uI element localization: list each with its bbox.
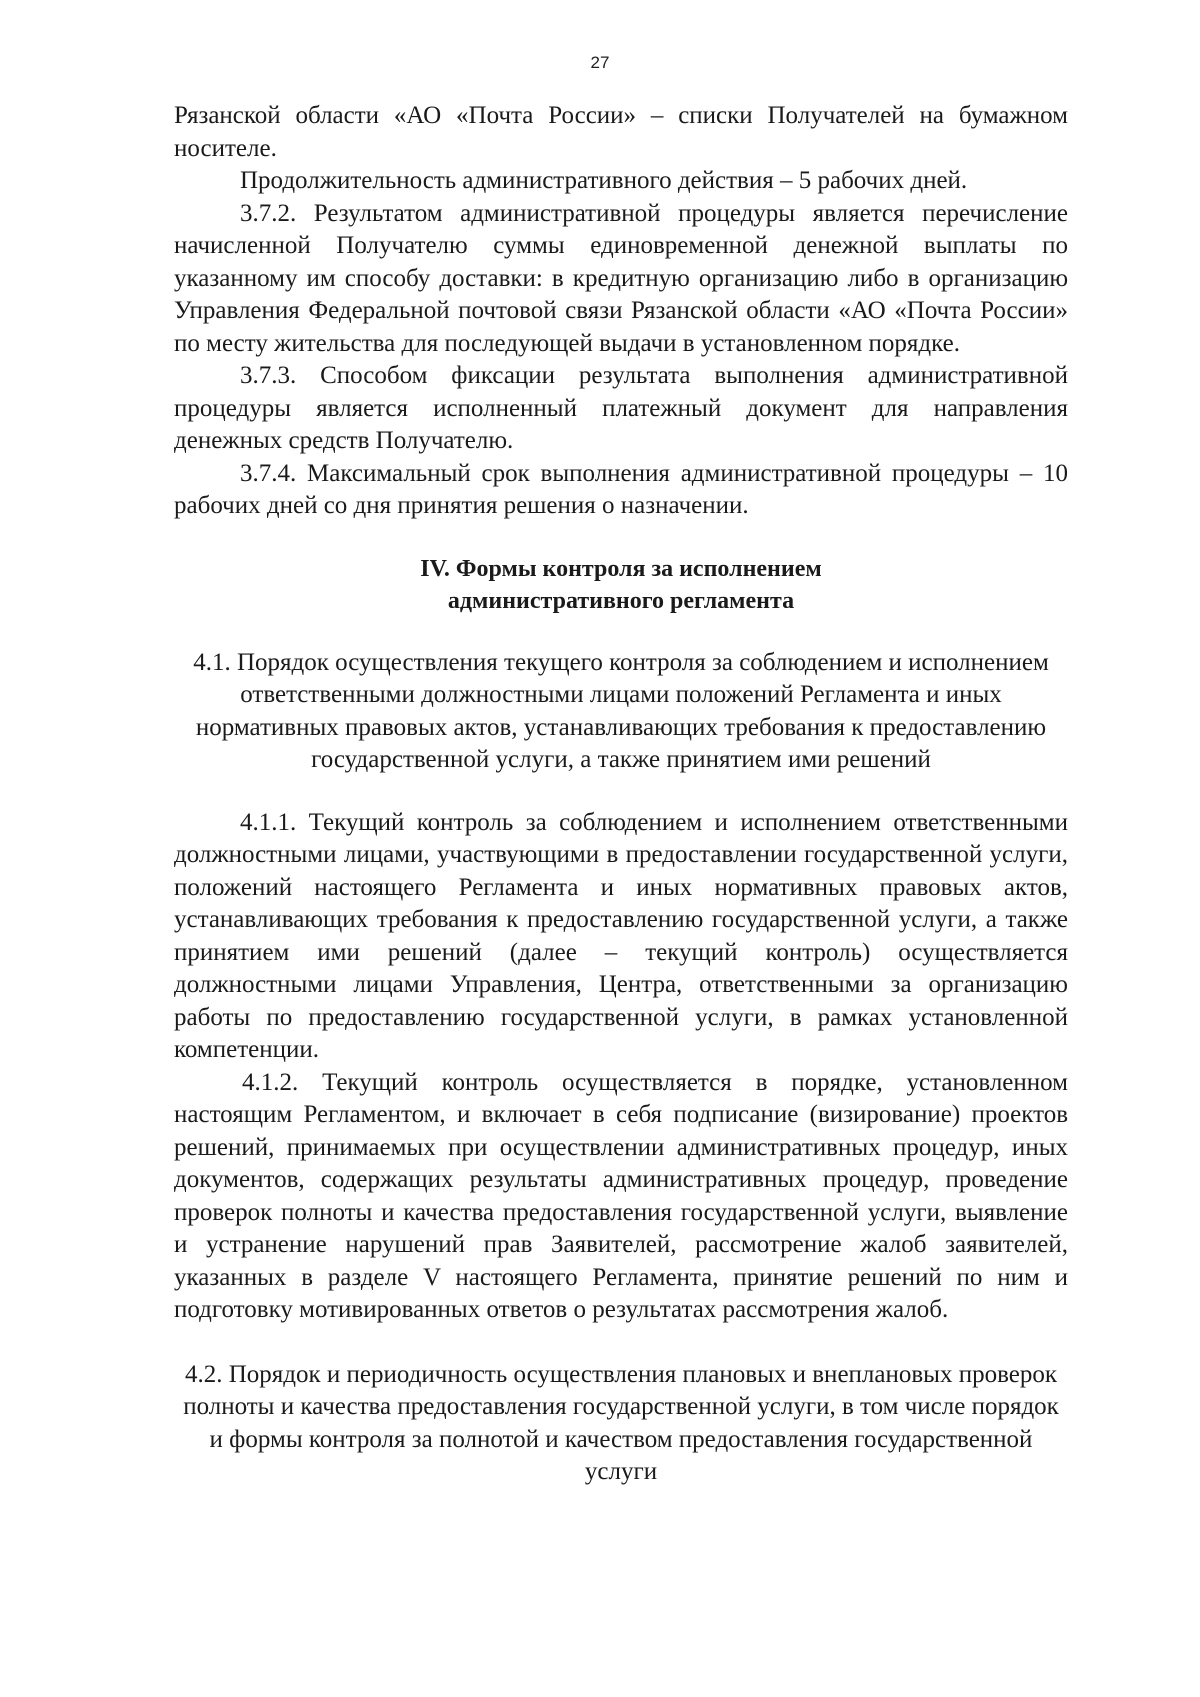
paragraph-3-7-4: 3.7.4. Максимальный срок выполнения административной процедуры – 10 рабочих дней со дня принятия решения о назначении. — [174, 459, 1068, 519]
paragraph-3-7-2: 3.7.2. Результатом административной процедуры является перечисление начисленной Получателю суммы единовременной денежной выплаты по указанному им способу доставки: в кредитную организацию либо в организацию Управления Федеральной почтовой связи Рязанской области «АО «Почта России» по месту жительства для последующей выдачи в установленном порядке. — [174, 199, 1068, 357]
paragraph-4-1-1: 4.1.1. Текущий контроль за соблюдением и исполнением ответственными должностными лицами, участвующими в предоставлении государственной услуги, положений настоящего Регламента и иных нормативных правовых актов, устанавливающих требования к предоставлению государственной услуги, а также принятием ими решений (далее – текущий контроль) осуществляется должностными лицами Управления, Центра, ответственными за организацию работы по предоставлению государственной услуги, в рамках установленной компетенции. — [174, 808, 1068, 1063]
paragraph-duration: Продолжительность административного действия – 5 рабочих дней. — [240, 167, 968, 194]
section-4-title-line-2: административного регламента — [447, 587, 795, 614]
paragraph-3-7-3: 3.7.3. Способом фиксации результата выполнения административной процедуры является исполненный платежный документ для направления денежных средств Получателю. — [174, 362, 1068, 454]
page-number: 27 — [590, 53, 610, 72]
subsection-4-1-heading: 4.1. Порядок осуществления текущего контроля за соблюдением и исполнением ответственными должностными лицами положений Регламента и иных нормативных правовых актов, устанавливающих требования к предоставлению государственной услуги, а также принятием ими решений — [193, 648, 1049, 773]
document-body — [174, 100, 1068, 1489]
subsection-4-2-heading: 4.2. Порядок и периодичность осуществления плановых и внеплановых проверок полноты и качества предоставления государственной услуги, в том числе порядок и формы контроля за полнотой и качеством предоставления государственной услуги — [183, 1360, 1059, 1485]
section-4-title-line-1: IV. Формы контроля за исполнением — [420, 555, 822, 582]
paragraph-4-1-2: 4.1.2. Текущий контроль осуществляется в порядке, установленном настоящим Регламентом, и включает в себя подписание (визирование) проектов решений, принимаемых при осуществлении административных процедур, иных документов, содержащих результаты административных процедур, проведение проверок полноты и качества предоставления государственной услуги, выявление и устранение нарушений прав Заявителей, рассмотрение жалоб заявителей, указанных в разделе V настоящего Регламента, принятие решений по ним и подготовку мотивированных ответов о результатах рассмотрения жалоб. — [174, 1068, 1068, 1323]
paragraph-intro-continuation: Рязанской области «АО «Почта России» – списки Получателей на бумажном носителе. — [174, 102, 1068, 162]
